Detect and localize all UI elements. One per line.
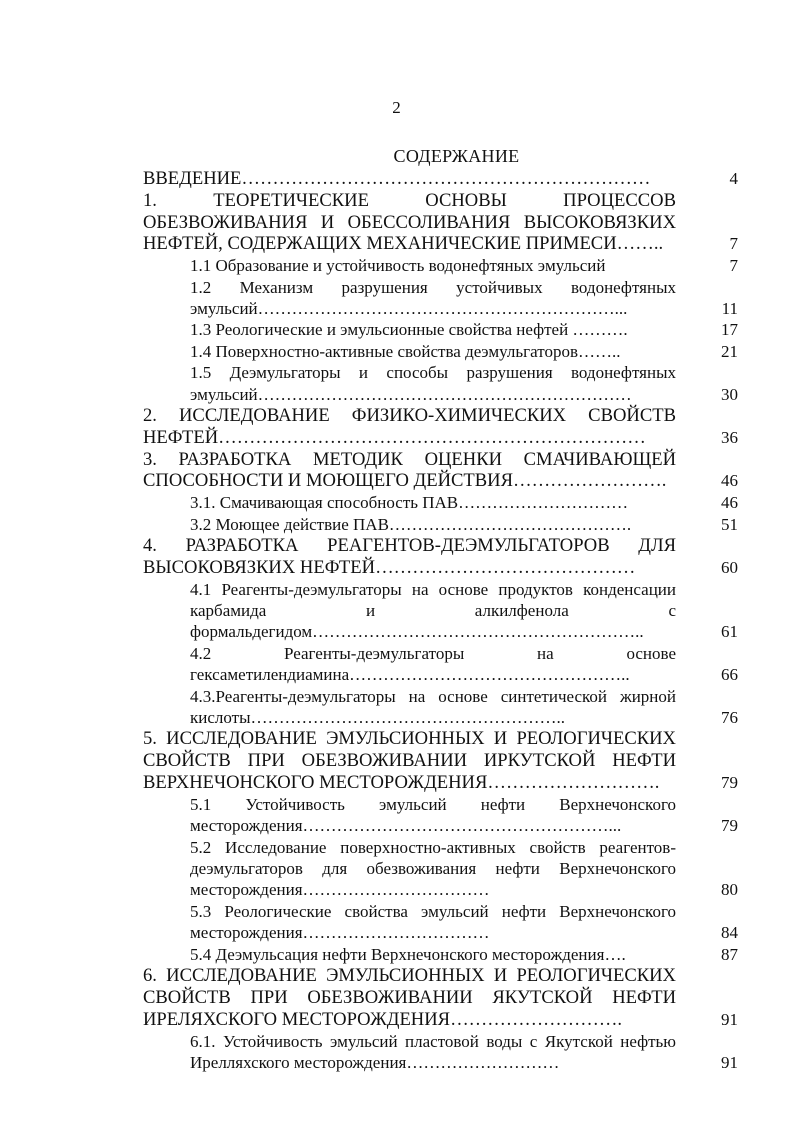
toc-section-entry xyxy=(143,319,738,340)
toc-entry-page: 36 xyxy=(721,427,738,447)
toc-section-entry xyxy=(143,837,738,901)
toc-entry-page: 91 xyxy=(721,1009,738,1029)
toc-entry-title: 5. ИССЛЕДОВАНИЕ ЭМУЛЬСИОННЫХ И РЕОЛОГИЧЕСКИХ СВОЙСТВ ПРИ ОБЕЗВОЖИВАНИИ ИРКУТСКОЙ НЕФТИ ВЕРХНЕЧОНСКОГО МЕСТОРОЖДЕНИЯ………………………. xyxy=(143,728,676,794)
toc-section-entry xyxy=(143,686,738,729)
toc-entry-title: 3.1. Смачивающая способность ПАВ………………………… xyxy=(190,493,629,513)
toc-entry-title: 6.1. Устойчивость эмульсий пластовой воды с Якутской нефтью Ирелляхского месторождения……………………… xyxy=(190,1031,676,1072)
toc-entry-title: 1.4 Поверхностно-активные свойства деэмульгаторов…….. xyxy=(190,341,621,361)
toc-section-entry xyxy=(143,579,738,643)
toc-entry-page: 46 xyxy=(721,493,738,513)
toc-section-entry xyxy=(143,514,738,535)
toc-section-entry xyxy=(143,362,738,405)
toc-entry-page: 91 xyxy=(721,1052,738,1072)
table-of-contents xyxy=(143,168,738,1073)
toc-entry-page: 79 xyxy=(721,773,738,793)
toc-section-entry xyxy=(143,794,738,837)
toc-entry-page: 60 xyxy=(721,557,738,577)
toc-entry-page: 66 xyxy=(721,665,738,685)
toc-chapter-entry xyxy=(143,405,738,449)
toc-entry-page: 17 xyxy=(721,320,738,340)
toc-chapter-entry xyxy=(143,535,738,579)
toc-section-entry xyxy=(143,643,738,686)
toc-entry-page: 7 xyxy=(729,256,738,276)
toc-entry-title: 5.4 Деэмульсация нефти Верхнечонского месторождения…. xyxy=(190,944,626,964)
toc-entry-title: 1.5 Деэмульгаторы и способы разрушения водонефтяных эмульсий………………………………………………………… xyxy=(190,363,676,404)
toc-entry-page: 51 xyxy=(721,514,738,534)
toc-section-entry xyxy=(143,492,738,513)
toc-entry-page: 30 xyxy=(721,384,738,404)
toc-entry-title: 5.2 Исследование поверхностно-активных свойств реагентов-деэмульгаторов для обезвоживания нефти Верхнечонского месторождения…………………………… xyxy=(190,837,676,900)
toc-entry-title: ВВЕДЕНИЕ………………………………………………………… xyxy=(143,168,651,189)
toc-entry-title: 4.2 Реагенты-деэмульгаторы на основе гексаметилендиамина………………………………………….. xyxy=(190,643,676,685)
toc-entry-page: 80 xyxy=(721,880,738,900)
toc-chapter-entry xyxy=(143,728,738,793)
toc-entry-title: 2. ИССЛЕДОВАНИЕ ФИЗИКО-ХИМИЧЕСКИХ СВОЙСТВ НЕФТЕЙ…………………………………………………………… xyxy=(143,405,676,448)
toc-entry-title: 4.1 Реагенты-деэмульгаторы на основе продуктов конденсации карбамида и алкилфенола с формальдегидом………………………………………………….. xyxy=(190,579,676,642)
toc-entry-page: 7 xyxy=(729,234,738,254)
page-number: 2 xyxy=(392,98,401,117)
toc-section-entry xyxy=(143,277,738,320)
toc-entry-title: 4.3.Реагенты-деэмульгаторы на основе синтетической жирной кислоты……………………………………………….. xyxy=(190,686,676,728)
toc-section-entry xyxy=(143,1031,738,1074)
toc-entry-title: 1. ТЕОРЕТИЧЕСКИЕ ОСНОВЫ ПРОЦЕССОВ ОБЕЗВОЖИВАНИЯ И ОБЕССОЛИВАНИЯ ВЫСОКОВЯЗКИХ НЕФТЕЙ, СОДЕРЖАЩИХ МЕХАНИЧЕСКИЕ ПРИМЕСИ…….. xyxy=(143,189,676,255)
toc-chapter-entry xyxy=(143,449,738,493)
toc-entry-page: 84 xyxy=(721,923,738,943)
toc-section-entry xyxy=(143,944,738,965)
toc-entry-page: 4 xyxy=(729,169,738,188)
toc-chapter-entry xyxy=(143,168,738,190)
toc-entry-title: 5.1 Устойчивость эмульсий нефти Верхнечонского месторождения………………………………………………... xyxy=(190,794,676,836)
toc-entry-page: 46 xyxy=(721,471,738,491)
toc-entry-page: 11 xyxy=(721,299,738,318)
toc-entry-title: 1.3 Реологические и эмульсионные свойства нефтей ………. xyxy=(190,320,628,340)
toc-section-entry xyxy=(143,901,738,944)
toc-entry-page: 21 xyxy=(721,341,738,361)
toc-entry-page: 76 xyxy=(721,708,738,728)
toc-entry-page: 79 xyxy=(721,816,738,836)
toc-entry-title: 6. ИССЛЕДОВАНИЕ ЭМУЛЬСИОННЫХ И РЕОЛОГИЧЕСКИХ СВОЙСТВ ПРИ ОБЕЗВОЖИВАНИИ ЯКУТСКОЙ НЕФТИ ИРЕЛЯХСКОГО МЕСТОРОЖДЕНИЯ………………………. xyxy=(143,965,676,1030)
toc-entry-page: 61 xyxy=(721,622,738,642)
toc-chapter-entry xyxy=(143,965,738,1030)
toc-entry-title: 5.3 Реологические свойства эмульсий нефти Верхнечонского месторождения…………………………… xyxy=(190,901,676,943)
toc-section-entry xyxy=(143,255,738,276)
toc-entry-page: 87 xyxy=(721,944,738,964)
toc-section-entry xyxy=(143,341,738,362)
toc-entry-title: 3. РАЗРАБОТКА МЕТОДИК ОЦЕНКИ СМАЧИВАЮЩЕЙ СПОСОБНОСТИ И МОЮЩЕГО ДЕЙСТВИЯ……………………. xyxy=(143,448,676,492)
toc-entry-title: 4. РАЗРАБОТКА РЕАГЕНТОВ-ДЕЭМУЛЬГАТОРОВ ДЛЯ ВЫСОКОВЯЗКИХ НЕФТЕЙ…………………………………… xyxy=(143,535,676,578)
toc-chapter-entry xyxy=(143,190,738,255)
toc-title: СОДЕРЖАНИЕ xyxy=(393,146,520,166)
toc-entry-title: 1.1 Образование и устойчивость водонефтяных эмульсий xyxy=(190,256,606,276)
toc-entry-title: 3.2 Моющее действие ПАВ……………………………………. xyxy=(190,514,632,534)
toc-entry-title: 1.2 Механизм разрушения устойчивых водонефтяных эмульсий………………………………………………………... xyxy=(190,277,676,318)
